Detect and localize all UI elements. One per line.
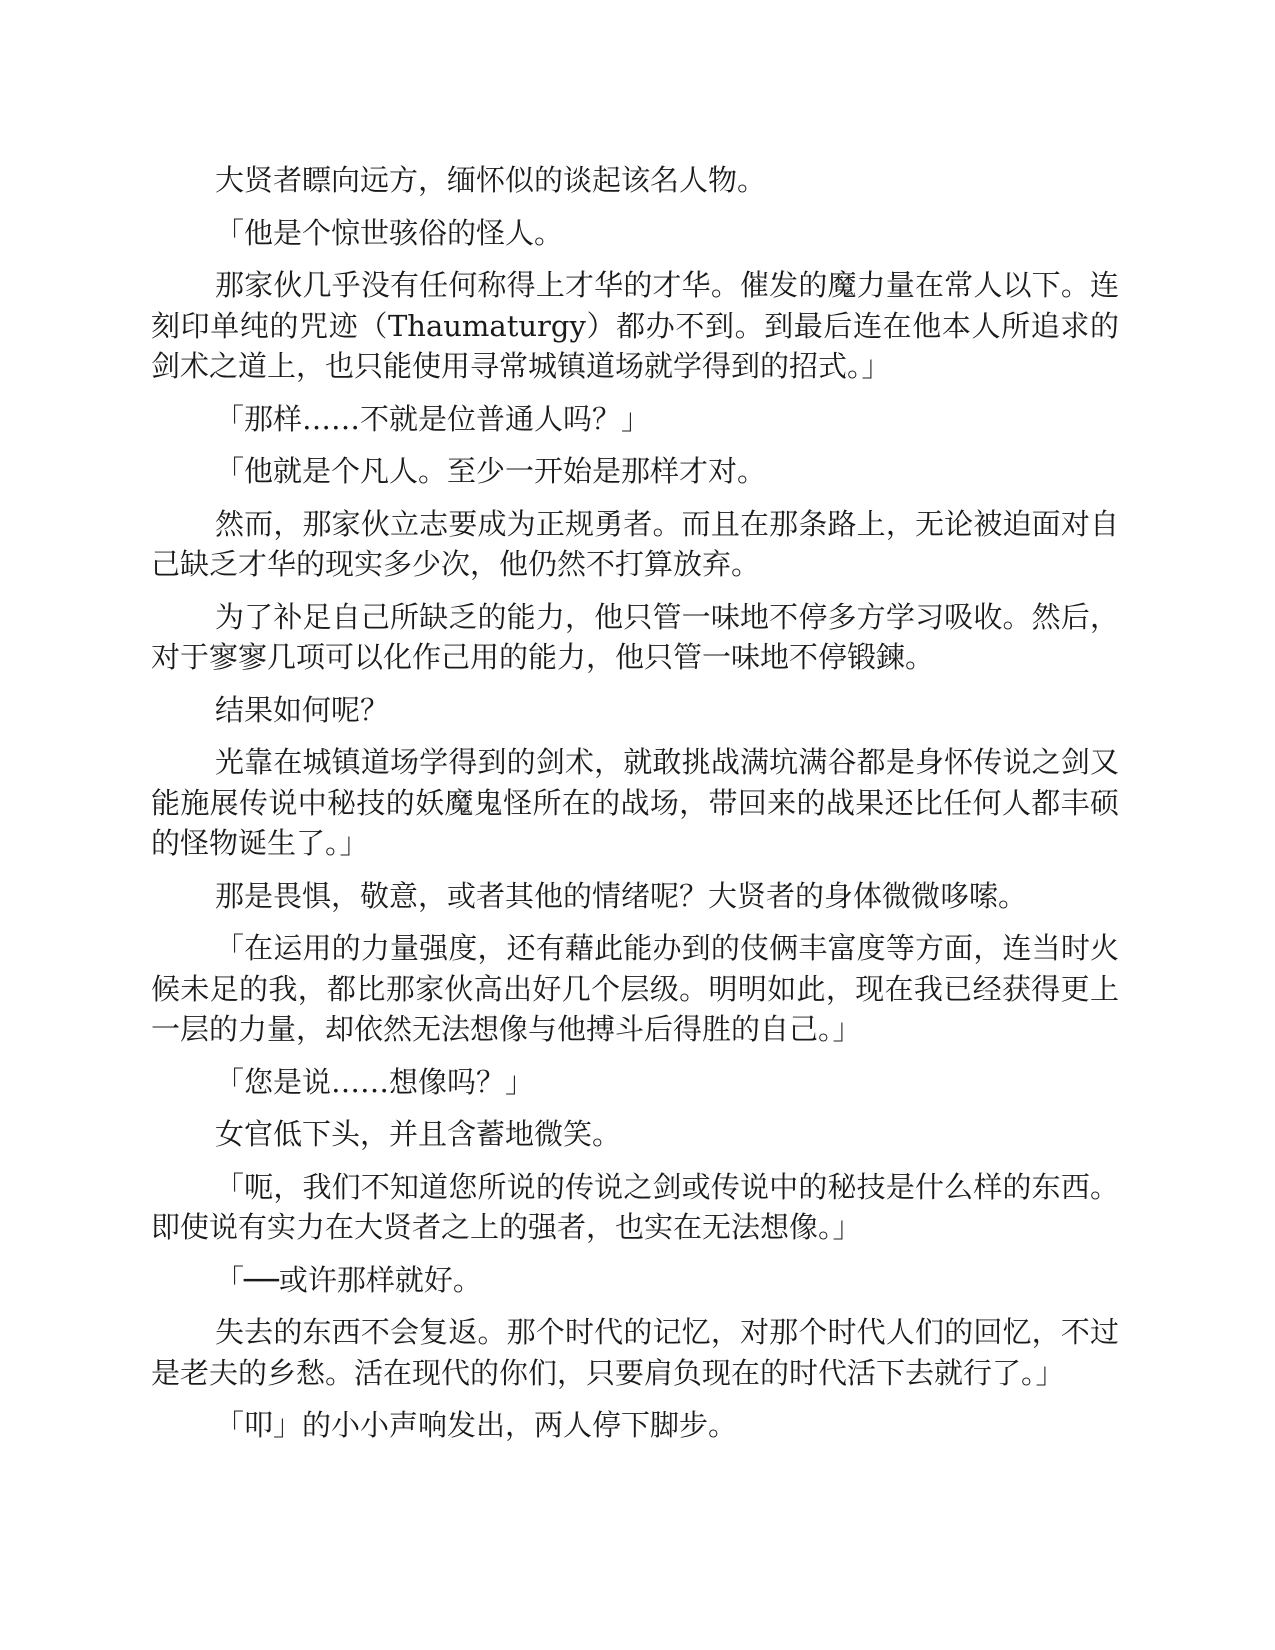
paragraph: 结果如何呢？	[215, 692, 390, 727]
paragraph: 「呃，我们不知道您所说的传说之剑或传说中的秘技是什么样的东西。即使说有实力在大贤者之上的强者，也实在无法想像。」	[151, 1169, 1119, 1244]
paragraph: 为了补足自己所缺乏的能力，他只管一味地不停多方学习吸收。然后，对于寥寥几项可以化作己用的能力，他只管一味地不停锻鍊。	[151, 599, 1119, 674]
paragraph: 光靠在城镇道场学得到的剑术，就敢挑战满坑满谷都是身怀传说之剑又能施展传说中秘技的妖魔鬼怪所在的战场，带回来的战果还比任何人都丰硕的怪物诞生了。」	[151, 745, 1119, 860]
paragraph: 「他是个惊世骇俗的怪人。	[215, 215, 564, 250]
paragraph: 那家伙几乎没有任何称得上才华的才华。催发的魔力量在常人以下。连刻印单纯的咒迹（Thaumaturgy）都办不到。到最后连在他本人所追求的剑术之道上，也只能使用寻常城镇道场就学得到的招式。」	[151, 268, 1119, 383]
paragraph: 失去的东西不会复返。那个时代的记忆，对那个时代人们的回忆，不过是老夫的乡愁。活在现代的你们，只要肩负现在的时代活下去就行了。」	[151, 1315, 1119, 1390]
paragraph: 那是畏惧，敬意，或者其他的情绪呢？大贤者的身体微微哆嗦。	[215, 878, 1028, 913]
paragraph: 「那样……不就是位普通人吗？」	[215, 401, 651, 436]
paragraph: 女官低下头，并且含蓄地微笑。	[215, 1117, 622, 1151]
document-page	[151, 160, 1119, 1458]
paragraph: 「您是说……想像吗？」	[215, 1064, 535, 1099]
paragraph: 大贤者瞟向远方，缅怀似的谈起该名人物。	[215, 163, 767, 197]
paragraph: 「叩」的小小声响发出，两人停下脚步。	[215, 1408, 738, 1442]
paragraph: 「他就是个凡人。至少一开始是那样才对。	[215, 454, 767, 488]
paragraph: 然而，那家伙立志要成为正规勇者。而且在那条路上，无论被迫面对自己缺乏才华的现实多少次，他仍然不打算放弃。	[151, 506, 1119, 581]
paragraph: 「──或许那样就好。	[215, 1262, 482, 1297]
paragraph: 「在运用的力量强度，还有藉此能办到的伎俩丰富度等方面，连当时火候未足的我，都比那家伙高出好几个层级。明明如此，现在我已经获得更上一层的力量，却依然无法想像与他搏斗后得胜的自己。」	[151, 931, 1119, 1046]
